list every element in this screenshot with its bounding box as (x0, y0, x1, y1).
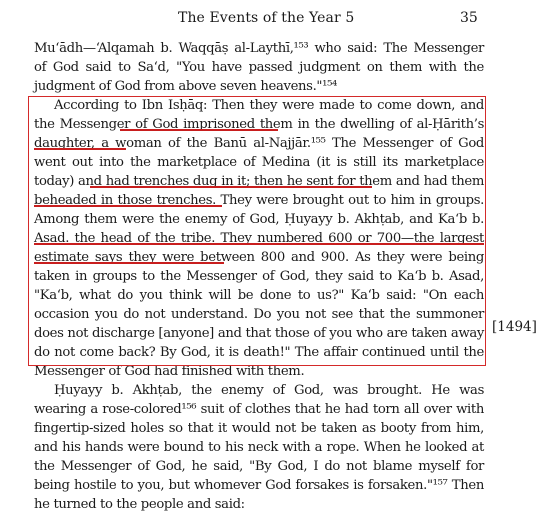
body-text (34, 39, 484, 514)
running-title: The Events of the Year 5 (178, 10, 355, 26)
paragraph-1: Mu‘ādh—‘Alqamah b. Waqqāṣ al-Laythī,¹⁵³ who said: The Messenger of God said to Sa‘d, "You have passed judgment on them with the judgment of God from above seven heavens."¹⁵⁴ (34, 41, 484, 94)
margin-reference: [1494] (492, 319, 537, 335)
paragraph-2: According to Ibn Isḥāq: Then they were made to come down, and the Messenger of God imprisoned them in the dwelling of al-Ḥārith’s daughter, a woman of the Banū al-Najjār.¹⁵⁵ The Messenger of God went out into the marketplace of Medina (it is still its marketplace today) and had trenches dug in it; then he sent for them and had them beheaded in those trenches. They were brought out to him in groups. Among them were the enemy of God, Ḥuyayy b. Akhṭab, and Ka‘b b. Asad. the head of the tribe. They numbered 600 or 700—the largest estimate says they were between 800 and 900. As they were being taken in groups to the Messenger of God, they said to Ka‘b b. Asad, "Ka‘b, what do you think will be done to us?" Ka‘b said: "On each occasion you do not understand. Do you not see that the summoner does not discharge [anyone] and that those of you who are taken away do not come back? By God, it is death!" The affair continued until the Messenger of God had finished with them. (34, 98, 484, 379)
paragraph-3: Ḥuyayy b. Akhṭab, the enemy of God, was brought. He was wearing a rose-colored¹⁵⁶ suit of clothes that he had torn all over with fingertip-sized holes so that it would not be taken as booty from him, and his hands were bound to his neck with a rope. When he looked at the Messenger of God, he said, "By God, I do not blame myself for being hostile to you, but whomever God forsakes is forsaken."¹⁵⁷ Then he turned to the people and said: (34, 383, 484, 512)
page-number: 35 (460, 10, 478, 26)
page-header (0, 8, 540, 28)
